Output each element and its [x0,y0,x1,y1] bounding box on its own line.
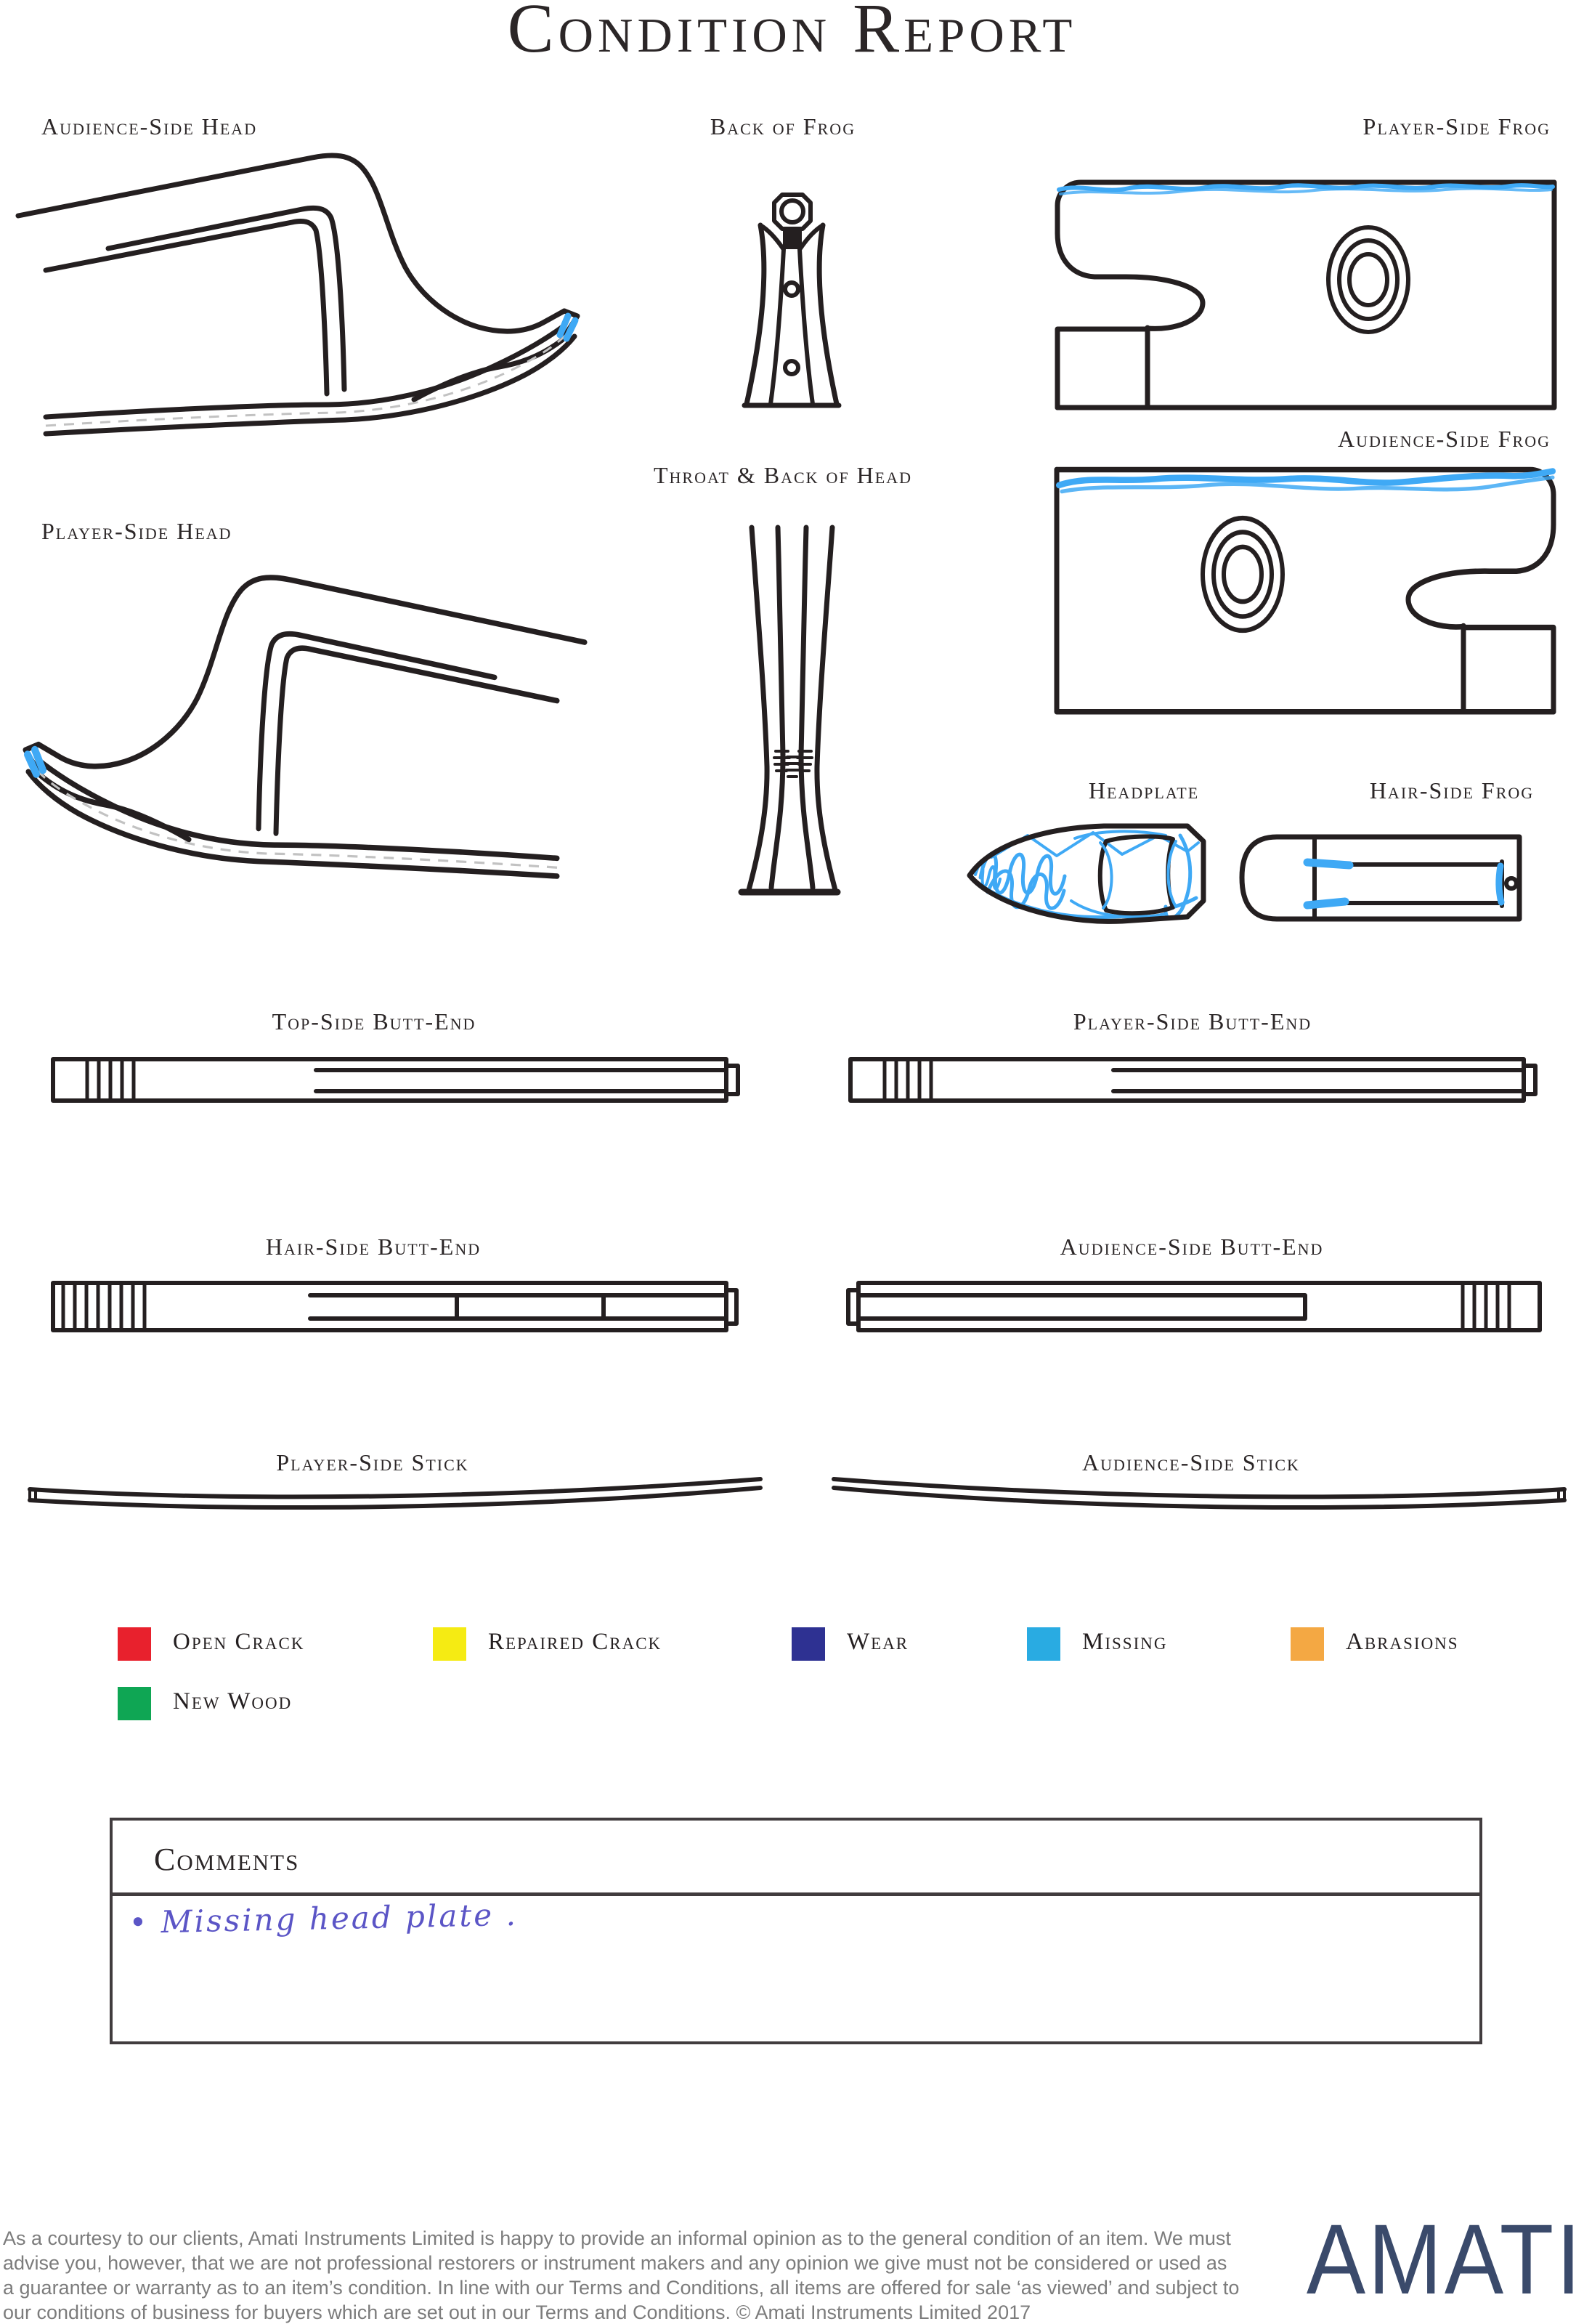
disclaimer-line: advise you, however, that we are not professional restorers or instrument makers and any opinion we give must not be considered or used as [3,2252,1227,2274]
amati-logo: AMATI [1306,2204,1584,2315]
throat-back-of-head-drawing [730,509,839,897]
disclaimer-text [3,2226,1270,2324]
headplate-drawing [948,814,1217,937]
abrasions-swatch [1291,1627,1324,1661]
top-side-butt-end-drawing [47,1046,744,1108]
page-title: Condition Report [507,0,1077,67]
label-player-side-frog: Player-Side Frog [1362,113,1551,139]
missing-swatch [1027,1627,1060,1661]
back-of-frog-drawing [737,187,846,414]
repaired-crack-swatch [433,1627,466,1661]
label-audience-side-butt-end: Audience-Side Butt-End [1060,1234,1324,1260]
disclaimer-line: As a courtesy to our clients, Amati Instruments Limited is happy to provide an informal opinion as to the general condition of an item. We must [3,2227,1231,2249]
new-wood-swatch [118,1687,151,1720]
label-hair-side-butt-end: Hair-Side Butt-End [265,1234,482,1260]
legend-label: Repaired Crack [488,1629,662,1655]
label-throat-back-of-head: Throat & Back of Head [653,462,913,488]
label-top-side-butt-end: Top-Side Butt-End [272,1008,476,1035]
legend-label: New Wood [173,1688,293,1714]
audience-side-frog-drawing [1053,465,1558,715]
label-player-side-butt-end: Player-Side Butt-End [1073,1008,1312,1035]
comments-title: Comments [154,1842,300,1877]
hair-side-frog-drawing [1235,814,1525,923]
player-side-stick-drawing [18,1476,766,1514]
audience-side-stick-drawing [828,1476,1576,1514]
legend-label: Abrasions [1346,1629,1459,1655]
legend-label: Wear [847,1629,909,1655]
open-crack-swatch [118,1627,151,1661]
audience-side-butt-end-drawing [837,1273,1548,1340]
label-audience-side-stick: Audience-Side Stick [1082,1449,1300,1475]
label-hair-side-frog: Hair-Side Frog [1369,777,1535,803]
player-side-butt-end-drawing [845,1046,1542,1108]
comments-divider [112,1892,1480,1896]
disclaimer-line: a guarantee or warranty as to an item’s condition. In line with our Terms and Conditions, all items are offered for sale ‘as viewed’ and subject to [3,2277,1240,2299]
player-side-frog-drawing [1053,178,1558,410]
label-headplate: Headplate [1088,777,1200,803]
hair-side-butt-end-drawing [47,1273,744,1340]
disclaimer-line: our conditions of business for buyers which are set out in our Terms and Conditions. © Amati Instruments Limited 2017 [3,2301,1031,2323]
audience-side-head-drawing [15,145,588,443]
comments-box [110,1818,1482,2044]
wear-swatch [792,1627,825,1661]
label-player-side-stick: Player-Side Stick [276,1449,469,1475]
legend-label: Open Crack [173,1629,305,1655]
label-audience-side-head: Audience-Side Head [41,113,258,139]
label-player-side-head: Player-Side Head [41,518,232,544]
label-back-of-frog: Back of Frog [710,113,856,139]
handwritten-note: • Missing head plate . [129,1896,519,1940]
player-side-head-drawing [15,567,588,886]
label-audience-side-frog: Audience-Side Frog [1337,426,1551,452]
legend-label: Missing [1082,1629,1168,1655]
